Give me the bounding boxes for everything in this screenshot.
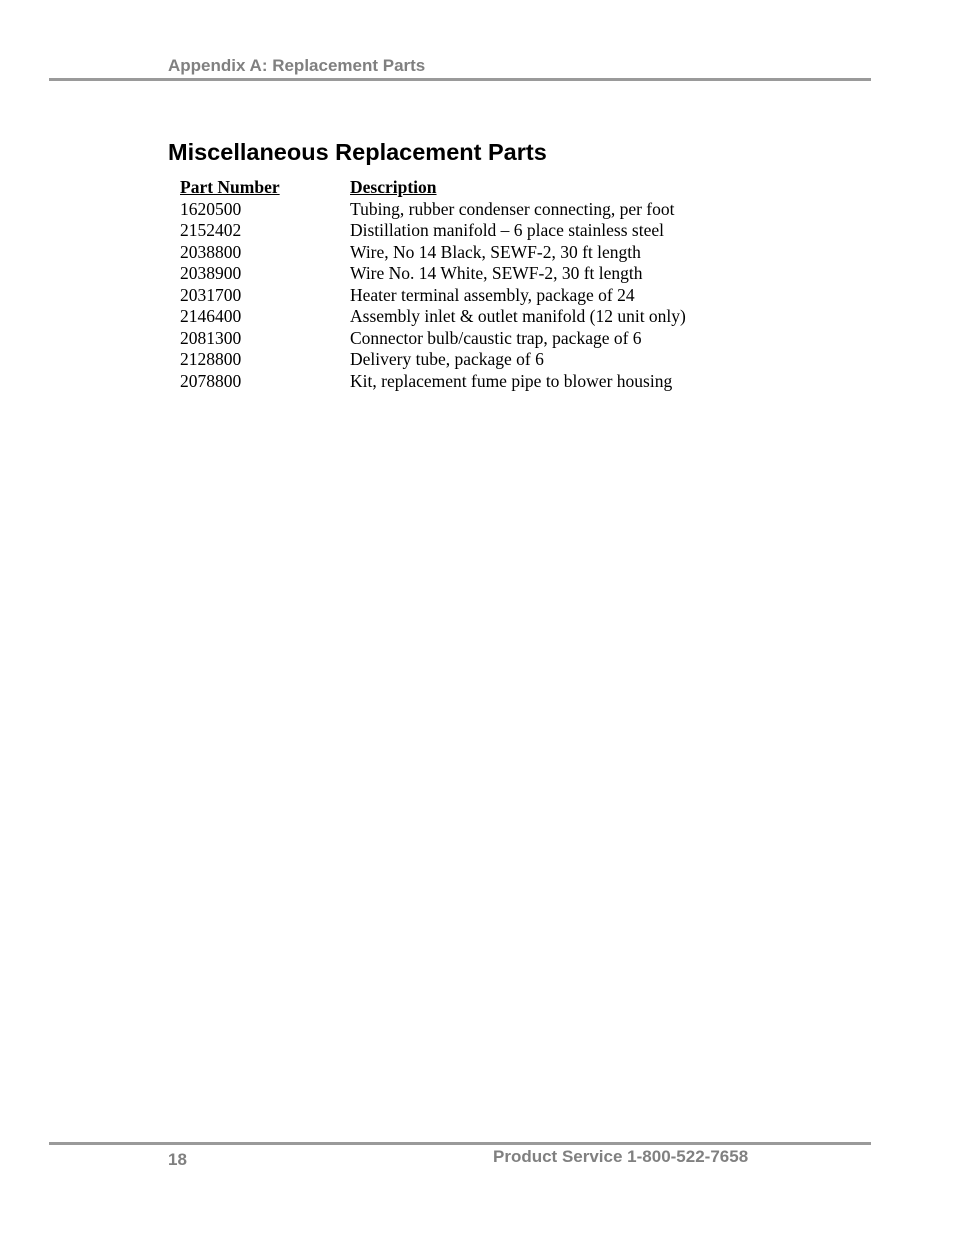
description-cell: Heater terminal assembly, package of 24 [350,284,635,305]
table-header-row [180,177,750,199]
description-cell: Assembly inlet & outlet manifold (12 unit only) [350,306,686,326]
product-service-phone: Product Service 1-800-522-7658 [493,1147,749,1166]
description-cell: Kit, replacement fume pipe to blower housing [350,370,673,391]
part-number-cell: 1620500 [180,198,242,219]
table-row [180,285,750,307]
description-cell: Delivery tube, package of 6 [350,349,544,369]
running-header: Appendix A: Replacement Parts [168,56,426,75]
table-row [180,242,750,264]
table-row [180,349,750,371]
part-number-cell: 2128800 [180,349,242,369]
table-row [180,371,750,393]
parts-table [180,177,750,392]
description-cell: Distillation manifold – 6 place stainless steel [350,220,664,240]
description-cell: Connector bulb/caustic trap, package of 6 [350,327,642,348]
part-number-cell: 2146400 [180,306,242,326]
table-row [180,263,750,285]
description-cell: Wire No. 14 White, SEWF-2, 30 ft length [350,263,643,283]
table-row [180,220,750,242]
part-number-cell: 2152402 [180,220,242,240]
table-row [180,199,750,221]
column-header-description: Description [350,177,437,197]
section-title: Miscellaneous Replacement Parts [168,139,547,165]
description-cell: Wire, No 14 Black, SEWF-2, 30 ft length [350,241,641,262]
header-rule [49,78,871,81]
part-number-cell: 2038900 [180,263,242,283]
footer-rule [49,1142,871,1145]
part-number-cell: 2078800 [180,370,242,391]
column-header-part-number: Part Number [180,177,280,197]
part-number-cell: 2038800 [180,241,242,262]
page-number: 18 [168,1150,187,1169]
part-number-cell: 2081300 [180,327,242,348]
table-row [180,306,750,328]
part-number-cell: 2031700 [180,284,242,305]
description-cell: Tubing, rubber condenser connecting, per foot [350,198,675,219]
table-row [180,328,750,350]
